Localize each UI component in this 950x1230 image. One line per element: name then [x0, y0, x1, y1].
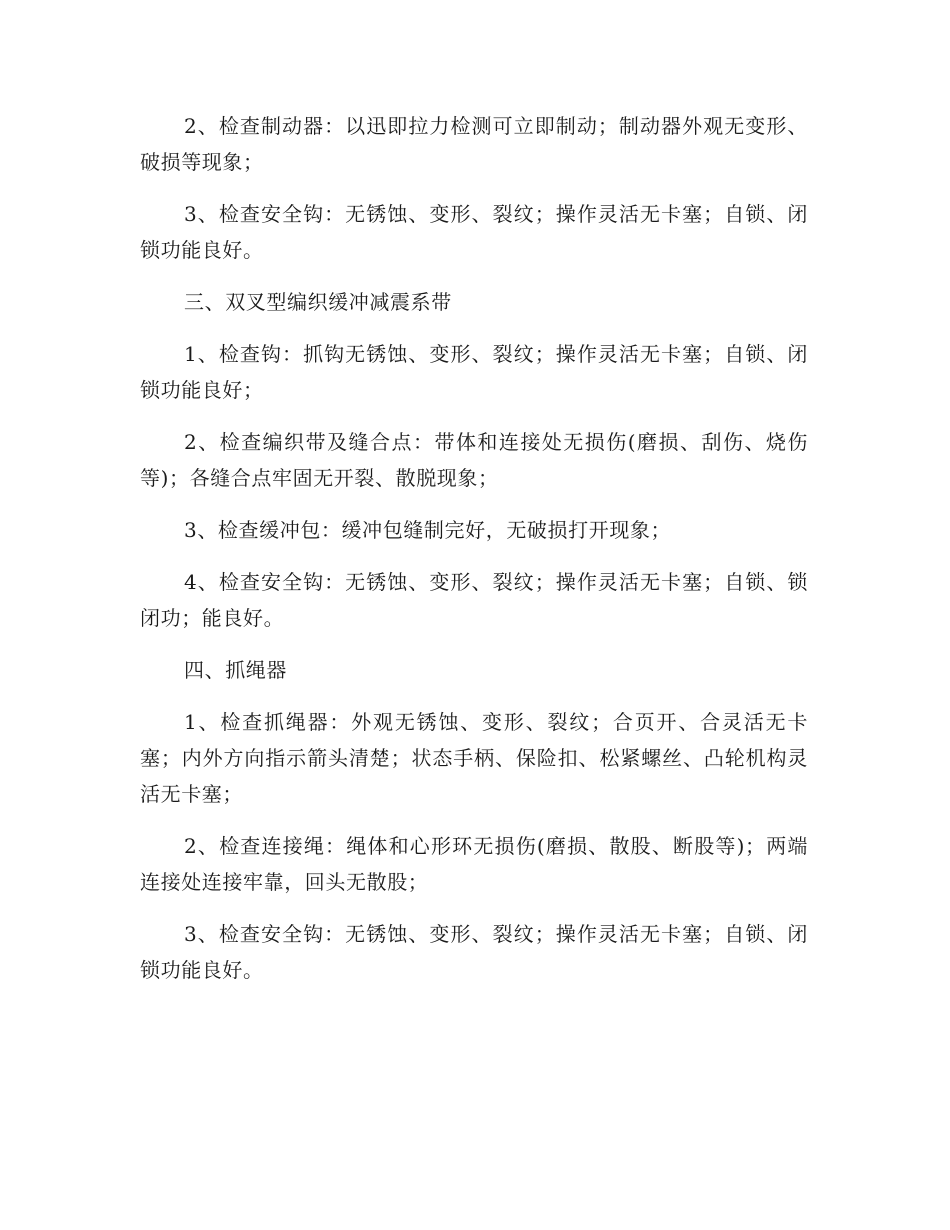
paragraph-webbing-check: 2、检查编织带及缝合点：带体和连接处无损伤(磨损、刮伤、烧伤等)；各缝合点牢固无开裂、散脱现象；	[140, 430, 808, 490]
paragraph-connecting-rope-check: 2、检查连接绳：绳体和心形环无损伤(磨损、散股、断股等)；两端连接处连接牢靠，回头无散股；	[140, 834, 808, 894]
paragraph-safety-hook-check-2: 4、检查安全钩：无锈蚀、变形、裂纹；操作灵活无卡塞；自锁、锁闭功；能良好。	[140, 570, 808, 630]
document-body	[140, 108, 808, 1004]
paragraph-safety-hook-check-3: 3、检查安全钩：无锈蚀、变形、裂纹；操作灵活无卡塞；自锁、闭锁功能良好。	[140, 922, 808, 982]
paragraph-rope-grab-check: 1、检查抓绳器：外观无锈蚀、变形、裂纹；合页开、合灵活无卡塞；内外方向指示箭头清楚；状态手柄、保险扣、松紧螺丝、凸轮机构灵活无卡塞；	[140, 710, 808, 806]
paragraph-safety-hook-check: 3、检查安全钩：无锈蚀、变形、裂纹；操作灵活无卡塞；自锁、闭锁功能良好。	[140, 202, 808, 262]
section-heading-lanyard: 三、双叉型编织缓冲减震系带	[184, 290, 452, 314]
section-heading-rope-grab: 四、抓绳器	[184, 658, 287, 682]
paragraph-hook-check: 1、检查钩：抓钩无锈蚀、变形、裂纹；操作灵活无卡塞；自锁、闭锁功能良好；	[140, 342, 808, 402]
paragraph-buffer-pack-check: 3、检查缓冲包：缓冲包缝制完好，无破损打开现象；	[184, 518, 672, 542]
paragraph-brake-check: 2、检查制动器：以迅即拉力检测可立即制动；制动器外观无变形、破损等现象；	[140, 114, 808, 174]
